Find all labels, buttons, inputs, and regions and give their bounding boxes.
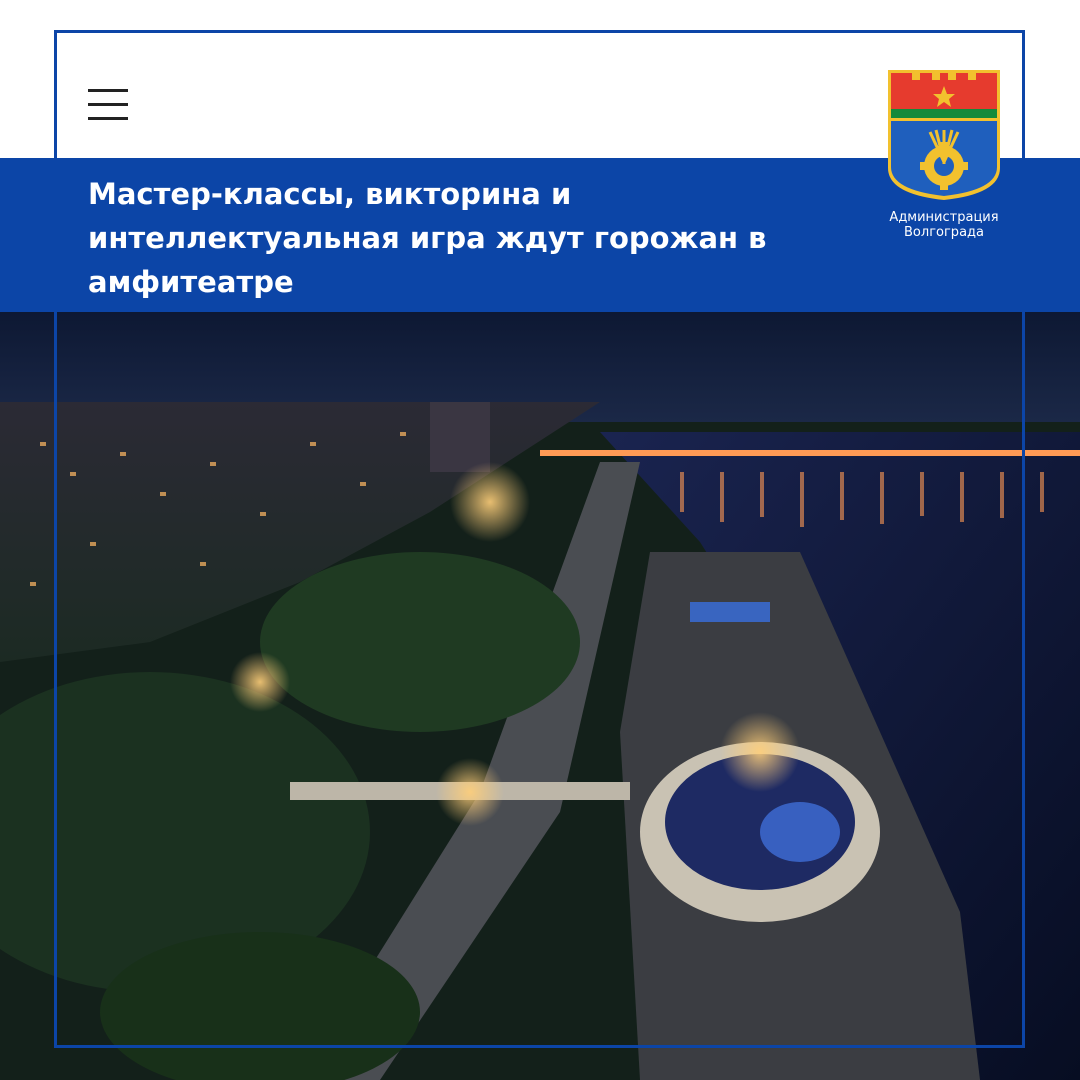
organization-name (870, 210, 1018, 240)
org-name-line1: Администрация (889, 210, 999, 225)
volgograd-coat-of-arms-icon (886, 68, 1002, 202)
menu-line (88, 89, 128, 92)
hero-photo (0, 312, 1080, 1080)
menu-line (88, 117, 128, 120)
org-name-line2: Волгограда (904, 225, 984, 240)
hamburger-menu-icon[interactable] (84, 86, 132, 126)
headline: Мастер-классы, викторина и интеллектуальная игра ждут горожан в амфитеатре (88, 177, 767, 299)
menu-line (88, 103, 128, 106)
